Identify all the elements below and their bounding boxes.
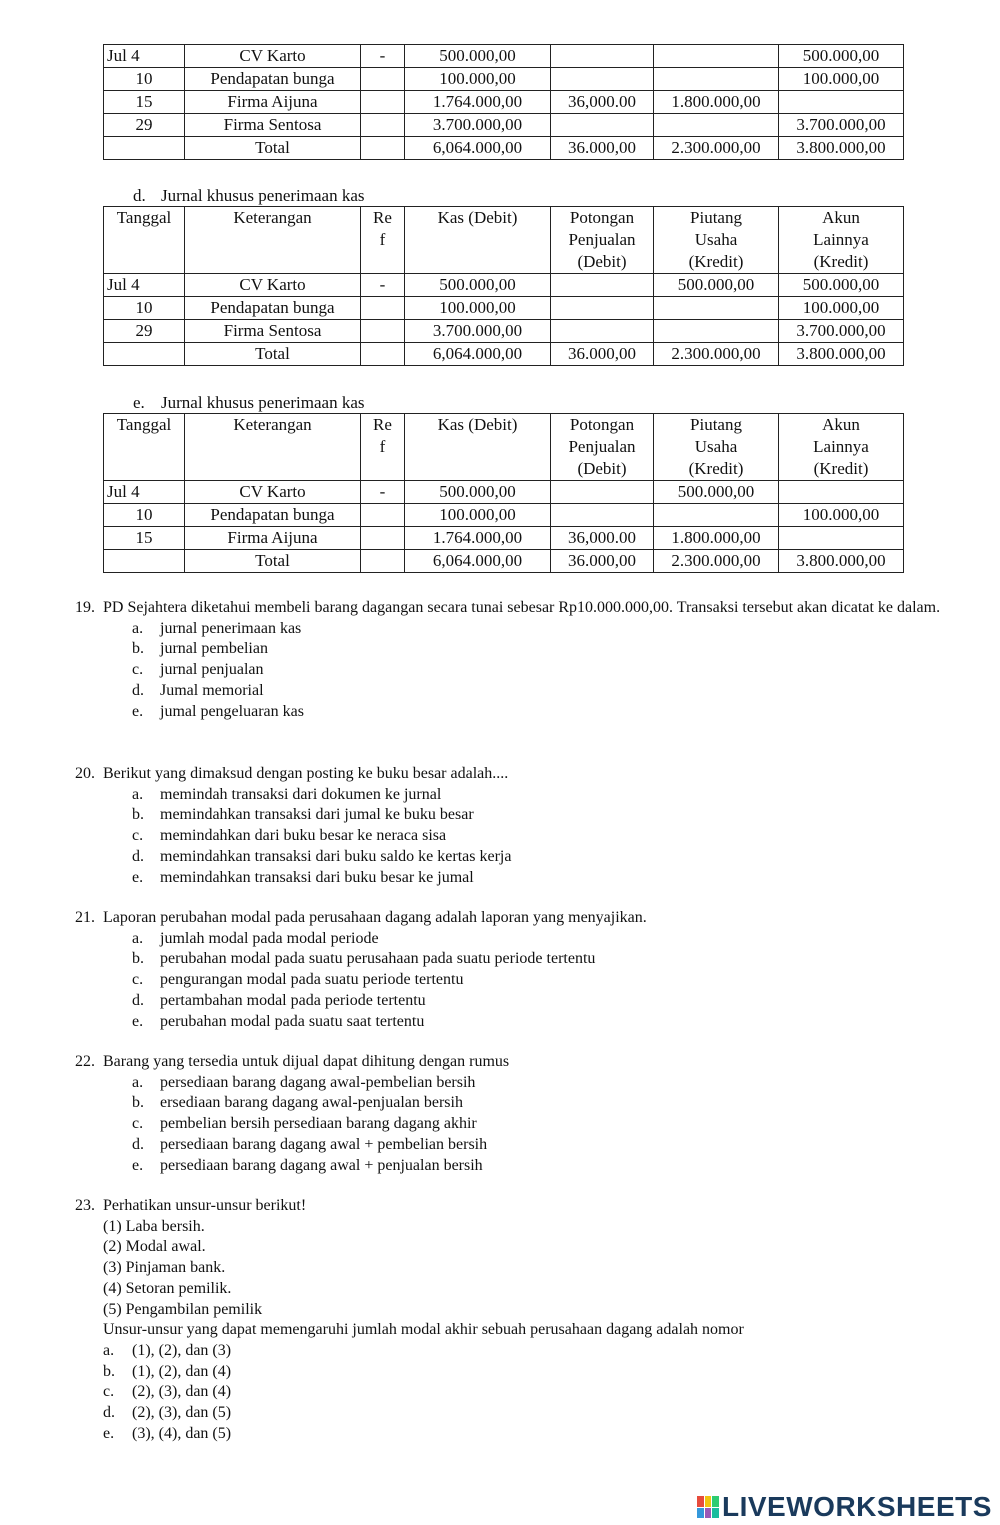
section-title: Jurnal khusus penerimaan kas: [161, 393, 365, 412]
date-cell: 29: [104, 320, 185, 343]
option-text: memindahkan dari buku besar ke neraca sisa: [160, 827, 447, 845]
column-header: Re f: [361, 414, 405, 481]
table-row: [104, 91, 904, 114]
option-letter: a.: [132, 929, 144, 947]
option-letter: a.: [103, 1341, 115, 1359]
sales-discount-cell: 36,000.00: [551, 527, 654, 550]
option-text: jurnal penjualan: [160, 661, 264, 679]
question-head: [75, 764, 955, 785]
answer-option[interactable]: [132, 1156, 955, 1177]
section-e-caption: [133, 393, 364, 413]
element-list: [103, 1217, 955, 1321]
ref-cell: -: [361, 45, 405, 68]
table-row: [104, 504, 904, 527]
sales-discount-cell: 36.000,00: [551, 343, 654, 366]
option-text: (3), (4), dan (5): [132, 1424, 232, 1442]
table-row: [104, 114, 904, 137]
cash-debit-cell: 6,064.000,00: [405, 137, 551, 160]
question-text: PD Sejahtera diketahui membeli barang dagangan secara tunai sebesar Rp10.000.000,00. Transaksi tersebut akan dicatat ke dalam.: [103, 599, 941, 616]
other-account-cell: 100.000,00: [779, 68, 904, 91]
option-letter: e.: [132, 1156, 144, 1174]
cash-debit-cell: 1.764.000,00: [405, 527, 551, 550]
column-header: Akun Lainnya (Kredit): [779, 414, 904, 481]
column-header: Re f: [361, 207, 405, 274]
option-letter: b.: [132, 1094, 144, 1112]
column-header: Kas (Debit): [405, 207, 551, 274]
column-header: Akun Lainnya (Kredit): [779, 207, 904, 274]
option-letter: d.: [132, 991, 144, 1009]
question-number: 22.: [75, 1053, 95, 1070]
options-list: [103, 1341, 955, 1445]
answer-option[interactable]: [132, 619, 955, 640]
question-number: 19.: [75, 599, 95, 616]
option-letter: d.: [132, 847, 144, 865]
date-cell: [104, 137, 185, 160]
journal-table-continued: [103, 44, 904, 160]
option-letter: a.: [132, 785, 144, 803]
sales-discount-cell: [551, 45, 654, 68]
sales-discount-cell: [551, 274, 654, 297]
answer-option[interactable]: [132, 639, 955, 660]
ref-cell: [361, 114, 405, 137]
option-text: ersediaan barang dagang awal-penjualan bersih: [160, 1094, 463, 1112]
receivable-credit-cell: [654, 68, 779, 91]
ref-cell: [361, 137, 405, 160]
description-cell: Pendapatan bunga: [185, 297, 361, 320]
options-list: [132, 1073, 955, 1177]
description-cell: Firma Aijuna: [185, 91, 361, 114]
date-cell: 29: [104, 114, 185, 137]
answer-option[interactable]: [132, 847, 955, 868]
sales-discount-cell: 36.000,00: [551, 550, 654, 573]
table-header-row: [104, 207, 904, 274]
column-header: Potongan Penjualan (Debit): [551, 207, 654, 274]
answer-option[interactable]: [132, 929, 955, 950]
answer-option[interactable]: [132, 805, 955, 826]
question-text: Berikut yang dimaksud dengan posting ke buku besar adalah....: [103, 765, 509, 782]
answer-option[interactable]: [103, 1382, 955, 1403]
table-header-row: [104, 414, 904, 481]
table-row: [104, 527, 904, 550]
logo-square: [712, 1508, 719, 1519]
ref-cell: -: [361, 274, 405, 297]
date-cell: Jul 4: [104, 45, 185, 68]
option-text: (1), (2), dan (3): [132, 1341, 232, 1359]
option-letter: c.: [132, 1115, 144, 1133]
logo-square: [705, 1508, 712, 1519]
description-cell: Pendapatan bunga: [185, 504, 361, 527]
option-letter: e.: [132, 868, 144, 886]
cash-debit-cell: 500.000,00: [405, 481, 551, 504]
answer-option[interactable]: [132, 785, 955, 806]
description-cell: CV Karto: [185, 481, 361, 504]
ref-cell: [361, 527, 405, 550]
answer-option[interactable]: [132, 702, 955, 723]
ref-cell: [361, 297, 405, 320]
option-letter: b.: [132, 806, 144, 824]
option-letter: b.: [132, 640, 144, 658]
logo-square: [697, 1508, 704, 1519]
description-cell: CV Karto: [185, 45, 361, 68]
answer-option[interactable]: [132, 868, 955, 889]
question-23: [75, 1196, 955, 1444]
table-row: [104, 320, 904, 343]
question-20: [75, 764, 955, 888]
logo-square: [712, 1496, 719, 1507]
liveworksheets-logo: [697, 1489, 992, 1525]
description-cell: Pendapatan bunga: [185, 68, 361, 91]
cash-debit-cell: 3.700.000,00: [405, 114, 551, 137]
element-item: (1) Laba bersih.: [103, 1217, 205, 1235]
cash-debit-cell: 100.000,00: [405, 297, 551, 320]
element-item: (4) Setoran pemilik.: [103, 1279, 232, 1297]
option-letter: e.: [132, 1012, 144, 1030]
answer-option[interactable]: [103, 1362, 955, 1383]
other-account-cell: 3.800.000,00: [779, 137, 904, 160]
other-account-cell: 500.000,00: [779, 274, 904, 297]
option-text: pembelian bersih persediaan barang dagang akhir: [160, 1115, 477, 1133]
question-text: Barang yang tersedia untuk dijual dapat dihitung dengan rumus: [103, 1053, 510, 1070]
option-text: (1), (2), dan (4): [132, 1362, 232, 1380]
table-row: [104, 274, 904, 297]
option-text: (2), (3), dan (5): [132, 1404, 232, 1422]
table-total-row: [104, 343, 904, 366]
option-text: jurnal penerimaan kas: [160, 619, 302, 637]
journal-table-body: [104, 414, 904, 573]
answer-option[interactable]: [103, 1403, 955, 1424]
receivable-credit-cell: 1.800.000,00: [654, 527, 779, 550]
logo-text: LIVEWORKSHEETS: [722, 1491, 992, 1522]
question-text: Laporan perubahan modal pada perusahaan dagang adalah laporan yang menyajikan.: [103, 909, 647, 926]
description-cell: Total: [185, 550, 361, 573]
description-cell: Firma Sentosa: [185, 320, 361, 343]
answer-option[interactable]: [132, 991, 955, 1012]
cash-debit-cell: 3.700.000,00: [405, 320, 551, 343]
sales-discount-cell: [551, 68, 654, 91]
option-letter: d.: [132, 1135, 144, 1153]
receivable-credit-cell: 2.300.000,00: [654, 343, 779, 366]
options-list: [132, 619, 955, 723]
element-item: (3) Pinjaman bank.: [103, 1259, 226, 1277]
option-letter: d.: [132, 681, 144, 699]
logo-square: [697, 1496, 704, 1507]
other-account-cell: 100.000,00: [779, 297, 904, 320]
cash-debit-cell: 6,064.000,00: [405, 343, 551, 366]
description-cell: Total: [185, 343, 361, 366]
option-text: pertambahan modal pada periode tertentu: [160, 991, 426, 1009]
question-text: Perhatikan unsur-unsur berikut!: [103, 1197, 307, 1214]
option-letter: b.: [132, 950, 144, 968]
cash-debit-cell: 1.764.000,00: [405, 91, 551, 114]
other-account-cell: [779, 481, 904, 504]
option-text: Jumal memorial: [160, 681, 264, 699]
description-cell: Firma Sentosa: [185, 114, 361, 137]
option-text: perubahan modal pada suatu perusahaan pada suatu periode tertentu: [160, 950, 596, 968]
description-cell: CV Karto: [185, 274, 361, 297]
question-head: [75, 598, 955, 619]
other-account-cell: [779, 527, 904, 550]
option-text: jumal pengeluaran kas: [160, 702, 304, 720]
journal-table-body: [104, 207, 904, 366]
sales-discount-cell: [551, 481, 654, 504]
description-cell: Firma Aijuna: [185, 527, 361, 550]
option-text: memindah transaksi dari dokumen ke jurnal: [160, 785, 442, 803]
element-item: (5) Pengambilan pemilik: [103, 1300, 263, 1318]
option-letter: a.: [132, 619, 144, 637]
date-cell: 15: [104, 527, 185, 550]
receivable-credit-cell: 2.300.000,00: [654, 137, 779, 160]
answer-option[interactable]: [132, 681, 955, 702]
date-cell: 15: [104, 91, 185, 114]
sales-discount-cell: 36,000.00: [551, 91, 654, 114]
receivable-credit-cell: 1.800.000,00: [654, 91, 779, 114]
sales-discount-cell: [551, 504, 654, 527]
receivable-credit-cell: [654, 320, 779, 343]
question-number: 21.: [75, 909, 95, 926]
option-text: persediaan barang dagang awal + penjualan bersih: [160, 1156, 483, 1174]
receivable-credit-cell: [654, 114, 779, 137]
option-text: pengurangan modal pada suatu periode tertentu: [160, 971, 464, 989]
logo-square: [705, 1496, 712, 1507]
receivable-credit-cell: [654, 45, 779, 68]
cash-debit-cell: 100.000,00: [405, 68, 551, 91]
option-letter: c.: [132, 827, 144, 845]
date-cell: Jul 4: [104, 481, 185, 504]
option-letter: a.: [132, 1073, 144, 1091]
option-letter: d.: [103, 1404, 115, 1422]
question-head: [75, 908, 955, 929]
column-header: Tanggal: [104, 414, 185, 481]
journal-table-body: [104, 45, 904, 160]
option-letter: e.: [103, 1424, 115, 1442]
question-number: 20.: [75, 765, 95, 782]
answer-option[interactable]: [132, 1135, 955, 1156]
other-account-cell: 3.700.000,00: [779, 114, 904, 137]
date-cell: 10: [104, 504, 185, 527]
section-letter: e.: [133, 393, 145, 412]
sales-discount-cell: [551, 320, 654, 343]
ref-cell: [361, 504, 405, 527]
cash-debit-cell: 100.000,00: [405, 504, 551, 527]
ref-cell: [361, 68, 405, 91]
column-header: Piutang Usaha (Kredit): [654, 207, 779, 274]
sales-discount-cell: [551, 297, 654, 320]
ref-cell: -: [361, 481, 405, 504]
other-account-cell: 500.000,00: [779, 45, 904, 68]
sales-discount-cell: [551, 114, 654, 137]
cash-debit-cell: 500.000,00: [405, 45, 551, 68]
option-letter: e.: [132, 702, 144, 720]
other-account-cell: 3.800.000,00: [779, 550, 904, 573]
section-letter: d.: [133, 186, 146, 205]
table-row: [104, 45, 904, 68]
question-19: [75, 598, 955, 722]
cash-debit-cell: 6,064.000,00: [405, 550, 551, 573]
answer-option[interactable]: [103, 1424, 955, 1445]
table-total-row: [104, 550, 904, 573]
element-item: (2) Modal awal.: [103, 1238, 206, 1256]
option-text: memindahkan transaksi dari jumal ke buku besar: [160, 806, 474, 824]
question-21: [75, 908, 955, 1032]
option-letter: c.: [132, 661, 144, 679]
receivable-credit-cell: 500.000,00: [654, 481, 779, 504]
question-head: [75, 1052, 955, 1073]
answer-option[interactable]: [132, 1073, 955, 1094]
column-header: Keterangan: [185, 207, 361, 274]
other-account-cell: 100.000,00: [779, 504, 904, 527]
sales-discount-cell: 36.000,00: [551, 137, 654, 160]
option-text: (2), (3), dan (4): [132, 1383, 232, 1401]
journal-table-e: [103, 413, 904, 573]
question-22: [75, 1052, 955, 1176]
question-head: [75, 1196, 955, 1217]
other-account-cell: 3.800.000,00: [779, 343, 904, 366]
journal-table-d: [103, 206, 904, 366]
answer-option[interactable]: [132, 1114, 955, 1135]
other-account-cell: 3.700.000,00: [779, 320, 904, 343]
options-list: [132, 785, 955, 889]
option-letter: c.: [103, 1383, 115, 1401]
ref-cell: [361, 550, 405, 573]
table-total-row: [104, 137, 904, 160]
answer-option[interactable]: [132, 949, 955, 970]
description-cell: Total: [185, 137, 361, 160]
answer-option[interactable]: [132, 826, 955, 847]
option-text: jurnal pembelian: [160, 640, 268, 658]
option-text: persediaan barang dagang awal-pembelian bersih: [160, 1073, 476, 1091]
option-letter: b.: [103, 1362, 115, 1380]
option-letter: c.: [132, 971, 144, 989]
option-text: perubahan modal pada suatu saat tertentu: [160, 1012, 425, 1030]
section-d-caption: [133, 186, 364, 206]
table-row: [104, 68, 904, 91]
date-cell: 10: [104, 68, 185, 91]
column-header: Tanggal: [104, 207, 185, 274]
ref-cell: [361, 343, 405, 366]
other-account-cell: [779, 91, 904, 114]
ref-cell: [361, 320, 405, 343]
receivable-credit-cell: 500.000,00: [654, 274, 779, 297]
question-number: 23.: [75, 1197, 95, 1214]
option-text: memindahkan transaksi dari buku besar ke jumal: [160, 868, 474, 886]
date-cell: Jul 4: [104, 274, 185, 297]
column-header: Keterangan: [185, 414, 361, 481]
column-header: Kas (Debit): [405, 414, 551, 481]
receivable-credit-cell: [654, 297, 779, 320]
answer-option[interactable]: [132, 1012, 955, 1033]
option-text: persediaan barang dagang awal + pembelian bersih: [160, 1135, 488, 1153]
receivable-credit-cell: [654, 504, 779, 527]
date-cell: [104, 550, 185, 573]
logo-icon: [697, 1496, 719, 1518]
answer-option[interactable]: [132, 970, 955, 991]
section-title: Jurnal khusus penerimaan kas: [161, 186, 365, 205]
option-text: jumlah modal pada modal periode: [160, 929, 379, 947]
table-row: [104, 297, 904, 320]
column-header: Piutang Usaha (Kredit): [654, 414, 779, 481]
date-cell: 10: [104, 297, 185, 320]
answer-option[interactable]: [132, 1093, 955, 1114]
answer-option[interactable]: [103, 1341, 955, 1362]
receivable-credit-cell: 2.300.000,00: [654, 550, 779, 573]
cash-debit-cell: 500.000,00: [405, 274, 551, 297]
option-text: memindahkan transaksi dari buku saldo ke kertas kerja: [160, 847, 512, 865]
ref-cell: [361, 91, 405, 114]
question-followup: Unsur-unsur yang dapat memengaruhi jumlah modal akhir sebuah perusahaan dagang adalah nomor: [103, 1321, 744, 1339]
options-list: [132, 929, 955, 1033]
table-row: [104, 481, 904, 504]
column-header: Potongan Penjualan (Debit): [551, 414, 654, 481]
answer-option[interactable]: [132, 660, 955, 681]
date-cell: [104, 343, 185, 366]
